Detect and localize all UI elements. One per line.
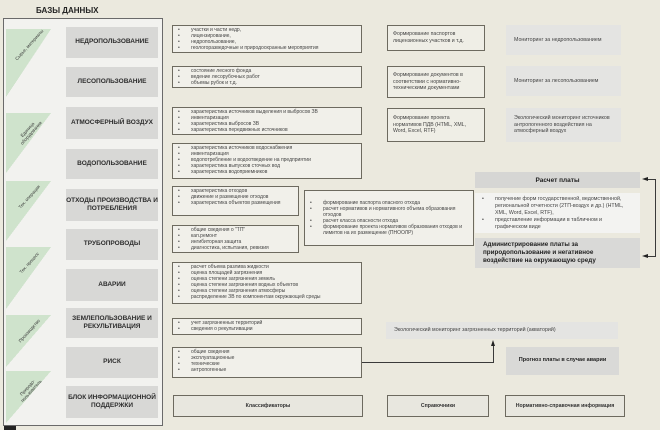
arrow-up-icon <box>491 340 495 346</box>
list-item: • движение и размещение отходов <box>177 194 294 200</box>
details-forest <box>172 66 362 88</box>
normative-info-button[interactable]: Нормативно-справочная информация <box>505 395 625 417</box>
db-risk[interactable]: РИСК <box>66 347 158 378</box>
details-waste <box>172 186 299 216</box>
list-item: • общие сведения <box>177 349 357 355</box>
list-item: • водопотребление и водоотведение на предприятии <box>177 157 357 163</box>
tag-label: Природо-пользователь <box>18 378 43 404</box>
db-accidents[interactable]: АВАРИИ <box>66 269 158 301</box>
list-item: • объемы рубок и т.д. <box>177 80 357 86</box>
waste-processes <box>304 190 474 246</box>
list-item: • характеристика выпусков сточных вод <box>177 163 357 169</box>
list-item: • геологоразведочные и природоохранные мероприятия <box>177 45 357 51</box>
list-item: • состояние лесного фонда <box>177 68 357 74</box>
list-item: • эксплуатационные <box>177 355 357 361</box>
db-atmospheric-air[interactable]: АТМОСФЕРНЫЙ ВОЗДУХ <box>66 107 158 139</box>
db-info-support[interactable]: БЛОК ИНФОРМАЦИОННОЙ ПОДДЕРЖКИ <box>66 386 158 418</box>
list-item: • расчет класса опасности отхода <box>309 218 469 224</box>
tag-label: Единица оборудования <box>19 120 43 146</box>
process-pdv-project: Формирование проекта нормативов ПДВ (HTML, XML, Word, Excel, RTF) <box>387 108 485 142</box>
list-item: • лицензирование, <box>177 33 357 39</box>
list-item: • оценка степени загрязнения земель <box>177 276 357 282</box>
list-item: • расчет нормативов и нормативного объема образования отходов <box>309 206 469 218</box>
connector <box>493 346 494 363</box>
list-item: • ингибиторная защита <box>177 239 294 245</box>
db-waste[interactable]: ОТХОДЫ ПРОИЗВОДСТВА И ПОТРЕБЛЕНИЯ <box>66 189 158 221</box>
tag-nature-user <box>6 371 51 423</box>
list-item: • характеристика источников водоснабжения <box>177 145 357 151</box>
list-item: • характеристика источников выделения и выбросов ЗВ <box>177 109 357 115</box>
tag-label: Производство <box>17 318 41 344</box>
tag-equipment-unit <box>6 113 51 173</box>
payment-calc-list <box>475 193 640 233</box>
db-water-use[interactable]: ВОДОПОЛЬЗОВАНИЕ <box>66 149 158 179</box>
details-pipelines <box>172 225 299 253</box>
list-item: • участки и части недр, <box>177 27 357 33</box>
list-item: • инвентаризация <box>177 151 357 157</box>
details-land <box>172 318 362 335</box>
list-item: • оценка степени загрязнения атмосферы <box>177 288 357 294</box>
list-item: • расчет объема разлива жидкости <box>177 264 357 270</box>
details-air <box>172 107 362 135</box>
arrow-left-icon <box>642 177 648 181</box>
list-item: • недропользование, <box>177 39 357 45</box>
db-forest-use[interactable]: ЛЕСОПОЛЬЗОВАНИЕ <box>66 67 158 97</box>
payment-calc-header: Расчет платы <box>475 172 640 188</box>
details-risk <box>172 347 362 378</box>
list-item: • оценка степени загрязнения водных объектов <box>177 282 357 288</box>
monitoring-contaminated: Экологический мониторинг загрязненных территорий (акваторий) <box>386 322 618 339</box>
db-land-use[interactable]: ЗЕМЛЕПОЛЬЗОВАНИЕ И РЕКУЛЬТИВАЦИЯ <box>66 308 158 338</box>
list-item: • технические <box>177 361 357 367</box>
corner-mark <box>4 426 16 430</box>
list-item: • формирование паспорта опасного отхода <box>309 200 469 206</box>
payment-forecast: Прогноз платы в случае аварии <box>506 347 619 375</box>
details-subsoil <box>172 25 362 53</box>
tag-tech-operation <box>6 181 51 241</box>
list-item: • распределение ЗВ по компонентам окружающей среды <box>177 294 357 300</box>
process-subsoil-passports: Формирование паспортов лицензионных участков и т.д. <box>387 25 485 51</box>
monitoring-forest: Мониторинг за лесопользованием <box>506 66 621 96</box>
list-item: • характеристика выбросов ЗВ <box>177 121 357 127</box>
list-item: • учет загрязненных территорий <box>177 320 357 326</box>
tag-tech-process <box>6 247 51 309</box>
references-button[interactable]: Справочники <box>387 395 489 417</box>
tag-raw-materials <box>6 29 51 97</box>
tag-label: Тех. процесс <box>18 251 41 275</box>
diagram-title: БАЗЫ ДАННЫХ <box>36 6 99 15</box>
connector-vertical <box>655 179 656 257</box>
list-item: • характеристика водоприемников <box>177 169 357 175</box>
databases-frame <box>3 18 163 426</box>
monitoring-subsoil: Мониторинг за недропользованием <box>506 25 621 55</box>
list-item: • инвентаризация <box>177 115 357 121</box>
db-subsoil-use[interactable]: НЕДРОПОЛЬЗОВАНИЕ <box>66 27 158 58</box>
details-water <box>172 143 362 179</box>
connector <box>362 362 494 363</box>
list-item: • характеристика передвижных источников <box>177 127 357 133</box>
monitoring-air: Экологический мониторинг источников антропогенного воздействия на атмосферный воздух <box>506 108 621 142</box>
list-item: • характеристика объектов размещения <box>177 200 294 206</box>
list-item: • получение форм государственной, ведомственной, региональной отчетности (2ТП-воздух и др.) (HTML, XML, Word, Excel, RTF), <box>481 196 634 217</box>
list-item: • сведения о рекультивации <box>177 326 357 332</box>
tag-label: Сырье, материалы <box>14 28 45 62</box>
arrow-left-icon <box>642 254 648 258</box>
tag-production <box>6 315 51 367</box>
classifiers-button[interactable]: Классификаторы <box>173 395 363 417</box>
process-forest-docs: Формирование документов в соответствии с нормативно-техническими документами <box>387 66 485 98</box>
list-item: • представление информации в табличном и графическом виде <box>481 217 634 231</box>
list-item: • оценка площадей загрязнения <box>177 270 357 276</box>
connector <box>647 256 655 257</box>
list-item: • кап.ремонт <box>177 233 294 239</box>
list-item: • диагностика, испытания, ревизия <box>177 245 294 251</box>
payment-administration: Администрирование платы за природопользование и негативное воздействие на окружающую среду <box>475 238 640 268</box>
list-item: • антропогенные <box>177 367 357 373</box>
details-accidents <box>172 262 362 304</box>
connector <box>647 179 655 180</box>
list-item: • общие сведения о "ТП" <box>177 227 294 233</box>
list-item: • характеристика отходов <box>177 188 294 194</box>
db-pipelines[interactable]: ТРУБОПРОВОДЫ <box>66 229 158 260</box>
tag-label: Тех. операция <box>17 184 42 210</box>
list-item: • ведение лесорубочных работ <box>177 74 357 80</box>
list-item: • формирование проекта нормативов образования отходов и лимитов на их размещение (ПНООЛР) <box>309 224 469 236</box>
